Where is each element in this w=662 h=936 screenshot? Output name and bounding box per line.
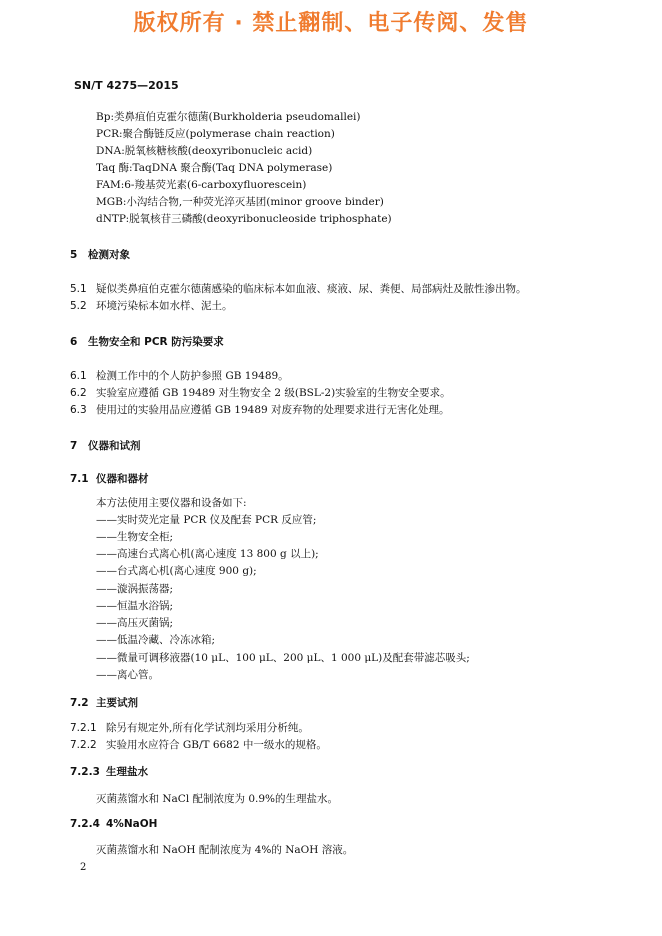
clause-number: 7.2.2 xyxy=(70,739,97,751)
equipment-item: ——离心管。 xyxy=(96,669,159,681)
clause-text: 实验用水应符合 GB/T 6682 中一级水的规格。 xyxy=(106,739,327,751)
equipment-item: ——漩涡振荡器; xyxy=(96,583,174,595)
equipment-intro: 本方法使用主要仪器和设备如下: xyxy=(96,497,247,509)
clause-text: 检测工作中的个人防护参照 GB 19489。 xyxy=(96,370,289,382)
equipment-item: ——台式离心机(离心速度 900 g); xyxy=(96,565,257,577)
section-number: 7 xyxy=(70,440,78,452)
equipment-item: ——实时荧光定量 PCR 仪及配套 PCR 反应管; xyxy=(96,514,317,526)
equipment-item: ——微量可调移液器(10 μL、100 μL、200 μL、1 000 μL)及配套带滤芯吸头; xyxy=(96,652,470,664)
clause-number: 6.2 xyxy=(70,387,87,399)
page-number: 2 xyxy=(80,862,87,873)
section-title: 仪器和器材 xyxy=(96,473,149,485)
abbreviation-item: dNTP:脱氧核苷三磷酸(deoxyribonucleoside triphosphate) xyxy=(96,213,392,225)
section-number: 6 xyxy=(70,336,78,348)
abbreviation-item: Bp:类鼻疽伯克霍尔德菌(Burkholderia pseudomallei) xyxy=(96,111,361,123)
equipment-item: ——恒温水浴锅; xyxy=(96,600,174,612)
section-title: 4%NaOH xyxy=(106,818,158,830)
section-title: 主要试剂 xyxy=(96,697,138,709)
standard-number: SN/T 4275—2015 xyxy=(74,79,179,92)
abbreviation-item: MGB:小沟结合物,一种荧光淬灭基团(minor groove binder) xyxy=(96,196,384,208)
section-heading-7 xyxy=(70,439,141,453)
section-number: 7.2 xyxy=(70,697,89,709)
equipment-item: ——高压灭菌锅; xyxy=(96,617,174,629)
section-title: 检测对象 xyxy=(88,249,130,261)
section-title: 生理盐水 xyxy=(106,766,148,778)
subsection-heading-7-2 xyxy=(70,696,138,710)
abbreviation-item: DNA:脱氧核糖核酸(deoxyribonucleic acid) xyxy=(96,145,313,157)
clause-text: 环境污染标本如水样、泥土。 xyxy=(96,300,233,312)
clause-number: 6.3 xyxy=(70,404,87,416)
abbreviation-item: FAM:6-羧基荧光素(6-carboxyfluorescein) xyxy=(96,179,307,191)
clause-number: 5.1 xyxy=(70,283,87,295)
clause-text: 疑似类鼻疽伯克霍尔德菌感染的临床标本如血液、痰液、尿、粪便、局部病灶及脓性渗出物。 xyxy=(96,283,527,295)
abbreviation-item: Taq 酶:TaqDNA 聚合酶(Taq DNA polymerase) xyxy=(96,162,333,174)
abbreviation-item: PCR:聚合酶链反应(polymerase chain reaction) xyxy=(96,128,335,140)
clause-text: 实验室应遵循 GB 19489 对生物安全 2 级(BSL-2)实验室的生物安全要求。 xyxy=(96,387,451,399)
section-number: 7.2.3 xyxy=(70,766,100,778)
subsection-heading-7-1 xyxy=(70,472,149,486)
section-heading-6 xyxy=(70,335,224,349)
section-title: 生物安全和 PCR 防污染要求 xyxy=(88,336,224,348)
copyright-banner: 版权所有 · 禁止翻制、电子传阅、发售 xyxy=(133,11,529,36)
clause-text: 使用过的实验用品应遵循 GB 19489 对废弃物的处理要求进行无害化处理。 xyxy=(96,404,450,416)
saline-text: 灭菌蒸馏水和 NaCl 配制浓度为 0.9%的生理盐水。 xyxy=(96,793,339,805)
equipment-item: ——低温冷藏、冷冻冰箱; xyxy=(96,634,216,646)
subsection-heading-7-2-3 xyxy=(70,765,148,779)
clause-text: 除另有规定外,所有化学试剂均采用分析纯。 xyxy=(106,722,309,734)
equipment-item: ——生物安全柜; xyxy=(96,531,174,543)
section-number: 5 xyxy=(70,249,78,261)
equipment-item: ——高速台式离心机(离心速度 13 800 g 以上); xyxy=(96,548,319,560)
section-title: 仪器和试剂 xyxy=(88,440,141,452)
subsection-heading-7-2-4 xyxy=(70,817,158,831)
section-heading-5 xyxy=(70,248,130,262)
naoh-text: 灭菌蒸馏水和 NaOH 配制浓度为 4%的 NaOH 溶液。 xyxy=(96,844,354,856)
clause-number: 6.1 xyxy=(70,370,87,382)
clause-number: 5.2 xyxy=(70,300,87,312)
section-number: 7.1 xyxy=(70,473,89,485)
section-number: 7.2.4 xyxy=(70,818,100,830)
clause-number: 7.2.1 xyxy=(70,722,97,734)
